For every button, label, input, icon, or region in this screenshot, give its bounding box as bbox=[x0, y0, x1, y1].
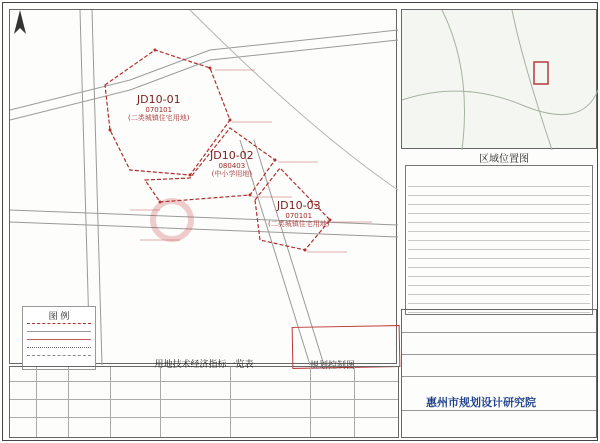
parcel-subcode: 070101 bbox=[285, 212, 313, 220]
table-column-rule bbox=[310, 367, 311, 437]
table-column-rule bbox=[230, 367, 231, 437]
legend-boundary-swatch bbox=[27, 323, 91, 329]
table-row bbox=[408, 277, 590, 286]
table-row bbox=[408, 232, 590, 241]
table-row bbox=[408, 187, 590, 196]
side-panel bbox=[401, 9, 597, 438]
table-row bbox=[408, 286, 590, 295]
table-row bbox=[408, 268, 590, 277]
parcel-code: JD10-02 bbox=[210, 149, 254, 162]
location-map-title: 区域位置图 bbox=[479, 154, 529, 165]
table-row bbox=[408, 295, 590, 304]
parcel-subcode: 080403 bbox=[218, 162, 246, 170]
title-block-rule bbox=[402, 410, 596, 411]
parameter-rows bbox=[408, 178, 590, 312]
table-row bbox=[408, 259, 590, 268]
title-block-rule bbox=[402, 376, 596, 377]
table-column-rule bbox=[68, 367, 69, 437]
table-row bbox=[408, 178, 590, 187]
indicator-table-title: 用地技术经济指标一览表 bbox=[154, 360, 254, 370]
table-row bbox=[408, 241, 590, 250]
location-map bbox=[401, 9, 597, 149]
legend-line-swatch bbox=[27, 347, 91, 353]
parameter-table bbox=[405, 165, 593, 315]
parcel-use: (二类城镇住宅用地) bbox=[268, 220, 330, 228]
parcel-subcode: 070101 bbox=[145, 106, 173, 114]
table-column-rule bbox=[110, 367, 111, 437]
parcel-use: (中小学用地) bbox=[211, 170, 253, 178]
north-arrow-icon bbox=[10, 10, 30, 36]
legend-title: 图 例 bbox=[48, 312, 70, 322]
parcel-use: (二类城镇住宅用地) bbox=[128, 114, 190, 122]
table-row bbox=[408, 250, 590, 259]
table-row bbox=[408, 214, 590, 223]
table-row bbox=[408, 205, 590, 214]
watermark-logo-icon bbox=[150, 198, 194, 242]
parcel-jd10-02 bbox=[210, 150, 254, 178]
title-block bbox=[401, 309, 597, 438]
table-row bbox=[408, 196, 590, 205]
table-column-rule bbox=[36, 367, 37, 437]
parcel-code: JD10-03 bbox=[276, 199, 321, 212]
title-block-rule bbox=[402, 332, 596, 333]
parcel-jd10-01 bbox=[128, 94, 189, 122]
table-row bbox=[408, 223, 590, 232]
title-block-rule bbox=[402, 354, 596, 355]
legend-setback-swatch bbox=[27, 339, 91, 345]
parcel-jd10-03 bbox=[268, 200, 329, 228]
control-plan-title: 规划控制图 bbox=[310, 361, 356, 371]
institute-name: 惠州市规划设计研究院 bbox=[426, 396, 536, 409]
location-map-linework bbox=[402, 10, 598, 150]
table-column-rule bbox=[354, 367, 355, 437]
parcel-code: JD10-01 bbox=[136, 93, 181, 106]
indicator-table bbox=[9, 360, 399, 438]
drawing-sheet bbox=[2, 2, 598, 441]
legend-road-swatch bbox=[27, 331, 91, 337]
table-column-rule bbox=[160, 367, 161, 437]
